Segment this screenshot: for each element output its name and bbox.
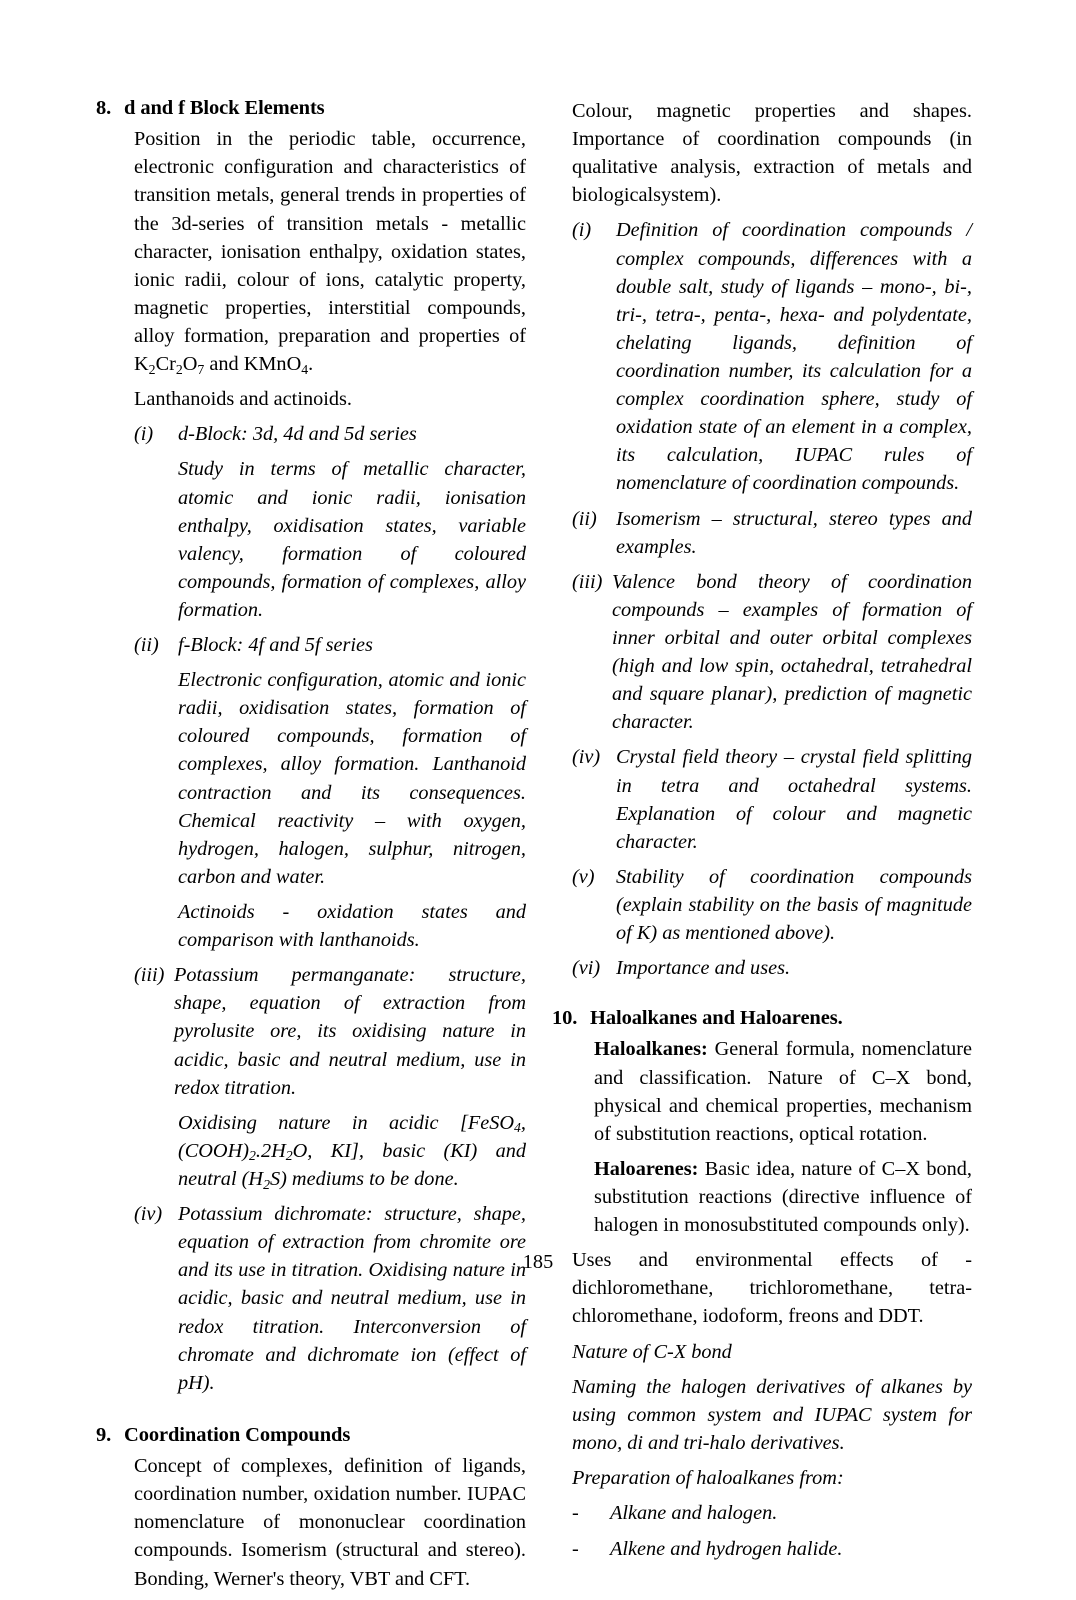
haloarenes-text: Basic idea, nature of C–X bond, substitution reactions (directive influence of halogen in monosubstituted compounds only). (594, 1157, 972, 1237)
item-iii-cont-mid3: O, KI], basic (KI) and neutral (H (178, 1139, 526, 1191)
section-8-heading (96, 96, 526, 120)
naming-halogen-derivatives: Naming the halogen derivatives of alkanes by using common system and IUPAC system for mono, di and tri-halo derivatives. (572, 1375, 972, 1454)
roman-marker: (iii) (134, 964, 165, 987)
section-8-title: d and f Block Elements (124, 97, 325, 119)
section-8-intro-end: . (308, 353, 314, 376)
roman-marker: (ii) (572, 507, 597, 530)
item-ii-continuation: Electronic configuration, atomic and ionic radii, oxidisation states, formation of coloured compounds, formation of complexes, alloy formation. Lanthanoid contraction and its consequences. Chemical reactivity – with oxygen, hydrogen, halogen, sulphur, nitrogen, carbon and water. (178, 669, 526, 888)
lanthanoids-actinoids-line: Lanthanoids and actinoids. (134, 388, 352, 411)
item-iii-cont-mid: , (COOH) (178, 1111, 526, 1162)
roman-marker: (v) (572, 865, 595, 888)
haloalkanes-paragraph (572, 1035, 972, 1147)
section-9-number: 9. (96, 1423, 112, 1446)
item-iii-cont-pre: Oxidising nature in acidic [FeSO (178, 1111, 515, 1134)
page-number: 185 (522, 1251, 554, 1273)
roman-text: Stability of coordination compounds (explain stability on the basis of magnitude of K) as mentioned above). (616, 865, 972, 945)
roman-text: Crystal field theory – crystal field splitting in tetra and octahedral systems. Explanation of colour and magnetic character. (616, 746, 972, 853)
item-iii-cont-end: S) mediums to be done. (269, 1168, 459, 1191)
section-9-intro-continued: Colour, magnetic properties and shapes. Importance of coordination compounds (in qualitative analysis, extraction of metals and biologicalsystem). (572, 100, 972, 207)
roman-text: Isomerism – structural, stereo types and examples. (616, 507, 972, 558)
list-item (572, 743, 972, 855)
list-item (572, 505, 972, 561)
section-9-intro: Concept of complexes, definition of ligands, coordination number, oxidation number. IUPAC nomenclature of mononuclear coordination compounds. Isomerism (structural and stereo). Bonding, Werner's theory, VBT and CFT. (134, 1455, 526, 1590)
roman-marker: (i) (572, 219, 592, 242)
item-iii-continuation: Oxidising nature in acidic [FeSO$_4$, $(COOH)_2.2H_2O$, KI], basic (KI) and neutral $(H_2S)$ mediums to be done. (178, 1111, 526, 1192)
haloarenes-paragraph (572, 1155, 972, 1239)
list-item (572, 568, 972, 737)
section-8-number: 8. (96, 97, 112, 119)
roman-marker: (i) (134, 423, 154, 446)
roman-marker: (iii) (572, 570, 603, 593)
section-9-heading (96, 1423, 526, 1447)
roman-text: Potassium dichromate: structure, shape, equation of extraction from chromite ore and its use in titration. Oxidising nature in acidic, basic and neutral medium, use in redox titration. Interconversion of chromate and dichromate ion (effect of pH). (178, 1203, 526, 1394)
section-10-number: 10. (552, 1007, 578, 1030)
dash-bullet: - (572, 1538, 579, 1561)
roman-text: Definition of coordination compounds / complex compounds, differences with a double salt, study of ligands – mono-, bi-, tri-, tetra-, penta-, hexa- and polydentate, chelating ligands, definition of coordination number, its calculation for a complex coordination sphere, study of oxidation state of an element in a complex, its calculation, IUPAC rules of nomenclature of coordination compounds. (616, 219, 972, 495)
list-item (572, 1499, 972, 1527)
dash-bullet: - (572, 1502, 579, 1525)
roman-marker: (ii) (134, 634, 159, 657)
bullet-text: Alkene and hydrogen halide. (610, 1538, 843, 1561)
list-item (96, 1200, 526, 1397)
item-i-continuation: Study in terms of metallic character, atomic and ionic radii, ionisation enthalpy, oxidisation states, variable valency, formation of coloured compounds, formation of complexes, alloy formation. (178, 458, 526, 621)
roman-text: Valence bond theory of coordination compounds – examples of formation of inner orbital and outer orbital complexes (high and low spin, octahedral, tetrahedral and square planar), prediction of magnetic character. (612, 570, 972, 734)
section-8-intro-tail: and (204, 353, 244, 376)
preparation-of-haloalkanes: Preparation of haloalkanes from: (572, 1467, 844, 1489)
nature-of-cx-bond-line: Nature of C-X bond (572, 1340, 732, 1363)
section-10-heading (552, 1006, 972, 1030)
item-iii-cont-mid2: .2H (255, 1139, 286, 1162)
section-8-intro: Position in the periodic table, occurrence, electronic configuration and characteristics of transition metals, general trends in properties of the 3d-series of transition metals - metallic character, ionisation enthalpy, oxidation states, ionic radii, colour of ions, catalytic property, magnetic properties, interstitial compounds, alloy formation, preparation and properties of $K_2Cr_2O_7$ and KMnO$_4$. (134, 128, 526, 377)
list-item (96, 420, 526, 448)
list-item (572, 1535, 972, 1563)
roman-text: Importance and uses. (616, 957, 791, 980)
roman-marker: (vi) (572, 957, 601, 980)
right-column (552, 96, 972, 1571)
section-10-title: Haloalkanes and Haloarenes. (590, 1007, 843, 1030)
list-item (96, 961, 526, 1102)
haloalkanes-text: General formula, nomenclature and classification. Nature of C–X bond, physical and chemical properties, mechanism of substitution reactions, optical rotation. (594, 1038, 972, 1145)
list-item (96, 631, 526, 659)
haloarenes-lead: Haloarenes: (594, 1157, 699, 1180)
roman-marker: (iv) (572, 746, 601, 769)
list-item (572, 863, 972, 947)
roman-text: d-Block: 3d, 4d and 5d series (178, 423, 417, 446)
roman-text: f-Block: 4f and 5f series (178, 634, 373, 657)
roman-marker: (iv) (134, 1203, 163, 1226)
list-item (572, 216, 972, 497)
haloalkanes-lead: Haloalkanes: (594, 1038, 708, 1061)
section-9-title: Coordination Compounds (124, 1423, 351, 1446)
uses-environmental-effects: Uses and environmental effects of - dichloromethane, trichloromethane, tetra-chloromethane, iodoform, freons and DDT. (572, 1249, 972, 1328)
item-ii-continuation-2: Actinoids - oxidation states and comparison with lanthanoids. (178, 901, 526, 952)
section-8-intro-text: Position in the periodic table, occurrence, electronic configuration and characteristics of transition metals, general trends in properties of the 3d-series of transition metals - metallic character, ionisation enthalpy, oxidation states, ionic radii, colour of ions, catalytic property, magnetic properties, interstitial compounds, alloy formation, preparation and properties of (134, 128, 526, 347)
roman-text: Potassium permanganate: structure, shape, equation of extraction from pyrolusite ore, its oxidising nature in acidic, basic and neutral medium, use in redox titration. (174, 964, 526, 1099)
left-column (96, 96, 526, 1600)
list-item (572, 954, 972, 982)
bullet-text: Alkane and halogen. (610, 1502, 778, 1525)
two-column-layout (96, 96, 996, 1600)
